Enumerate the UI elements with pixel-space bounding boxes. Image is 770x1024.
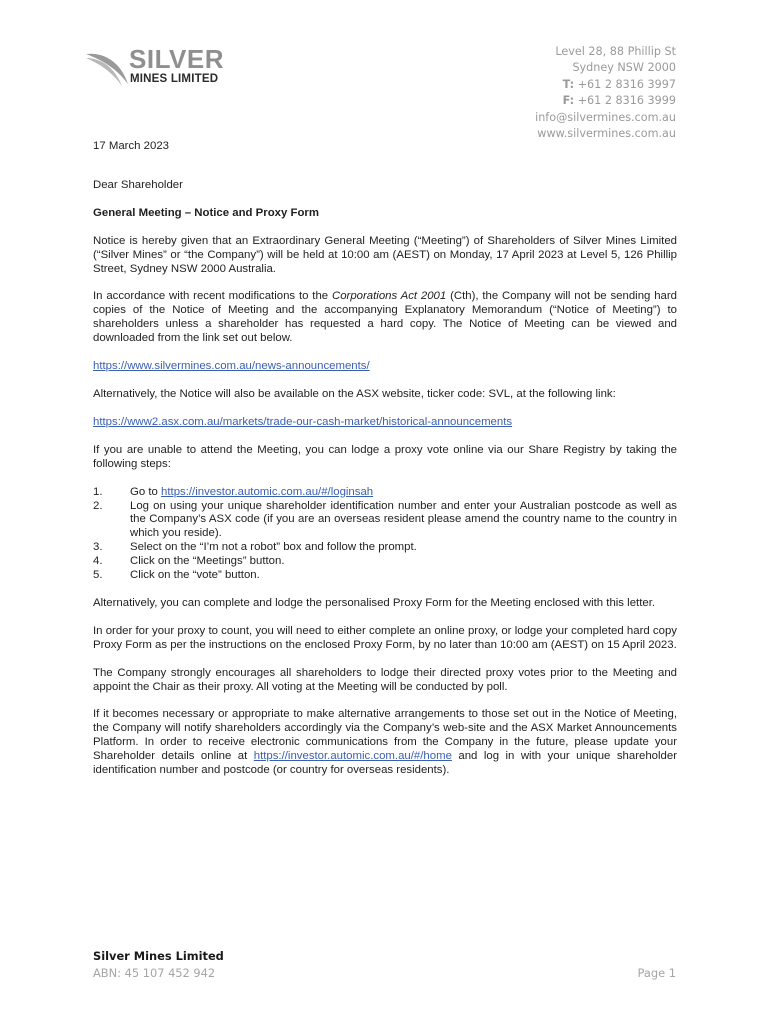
automic-home-link[interactable]: https://investor.automic.com.au/#/home — [253, 750, 452, 763]
footer-abn: ABN: 45 107 452 942 — [93, 966, 216, 980]
phone-label: T: — [562, 77, 575, 91]
step-number: 5. — [93, 569, 103, 582]
list-item — [93, 555, 677, 569]
step-text: Go to — [130, 485, 162, 498]
fax-number: +61 2 8316 3999 — [577, 94, 676, 108]
paragraph-text: (Cth), the Company will not be sending hard copies of the Notice of Meeting and the accompanying Explanatory Memorandum (“Notice of Meeting”) to shareholders unless a shareholder has requested a hard copy. The Notice of Meeting can be viewed and downloaded from the link set out below. — [93, 290, 678, 345]
step-number: 4. — [93, 555, 103, 568]
letter-date: 17 March 2023 — [93, 140, 169, 152]
website-address: www.silvermines.com.au — [537, 127, 676, 141]
phone-line — [535, 77, 676, 93]
list-item — [93, 486, 677, 500]
salutation: Dear Shareholder — [93, 178, 183, 191]
paragraph-text: If it becomes necessary or appropriate to make alternative arrangements to those set out in the Notice of Meeting, the Company will notify shareholders accordingly via the Company’s web-site and the ASX Market Announcements Platform. In order to receive electronic communications from the Company in the future, please update your Shareholder details online at — [93, 708, 677, 763]
footer-company-name: Silver Mines Limited — [93, 949, 224, 963]
paragraph-proxy-online: If you are unable to attend the Meeting, you can lodge a proxy vote online via our Share Registry by taking the following steps: — [93, 443, 677, 470]
paragraph-corporations-act — [93, 290, 677, 346]
paragraph-asx: Alternatively, the Notice will also be available on the ASX website, ticker code: SVL, at the following link: — [93, 387, 616, 400]
email-address: info@silvermines.com.au — [535, 110, 676, 124]
paragraph-text: In accordance with recent modifications to the — [93, 290, 332, 303]
list-item — [93, 541, 677, 555]
phone-number: +61 2 8316 3997 — [577, 77, 676, 91]
link-paragraph — [93, 416, 677, 430]
paragraph-text: and log in with your unique shareholder identification number and postcode (or country for overseas residents). — [93, 750, 677, 777]
step-text: Select on the “I’m not a robot” box and follow the prompt. — [130, 541, 417, 554]
paragraph-proxy-form: Alternatively, you can complete and lodge the personalised Proxy Form for the Meeting enclosed with this letter. — [93, 596, 656, 609]
letter-body — [93, 140, 677, 792]
step-text: Log on using your unique shareholder identification number and enter your Australian postcode as well as the Company’s ASX code (if you are an overseas resident please amend the country name to the country in which you reside). — [130, 499, 677, 540]
letter-heading: General Meeting – Notice and Proxy Form — [93, 206, 319, 219]
fax-label: F: — [562, 94, 575, 108]
step-number: 2. — [93, 499, 103, 512]
page-number: Page 1 — [637, 966, 676, 980]
silvermines-announcements-link[interactable]: https://www.silvermines.com.au/news-announcements/ — [93, 360, 370, 373]
address-line-1: Level 28, 88 Phillip St — [555, 45, 676, 58]
step-number: 1. — [93, 485, 103, 498]
logo-swoosh-icon — [84, 50, 132, 90]
step-text: Click on the “Meetings” button. — [130, 555, 285, 568]
link-paragraph — [93, 360, 677, 374]
fax-line — [535, 93, 676, 109]
paragraph-deadline: In order for your proxy to count, you will need to either complete an online proxy, or lodge your completed hard copy Proxy Form as per the instructions on the enclosed Proxy Form, by no later than 10:00 am (AEST) on 15 April 2023. — [93, 624, 677, 651]
address-line-2: Sydney NSW 2000 — [572, 61, 676, 75]
automic-login-link[interactable]: https://investor.automic.com.au/#/loginsah — [161, 485, 374, 498]
paragraph-alternative-arrangements — [93, 708, 677, 778]
letterhead-contact — [535, 44, 676, 142]
list-item — [93, 500, 677, 542]
logo-wordmark: SILVER — [129, 44, 224, 74]
list-item — [93, 569, 677, 583]
step-number: 3. — [93, 541, 103, 554]
act-name: Corporations Act 2001 — [331, 290, 447, 303]
logo-subtitle: MINES LIMITED — [130, 73, 219, 85]
proxy-steps-list — [93, 486, 677, 583]
step-text: Click on the “vote” button. — [130, 569, 260, 582]
asx-announcements-link[interactable]: https://www2.asx.com.au/markets/trade-our-cash-market/historical-announcements — [93, 415, 513, 428]
company-logo — [84, 44, 244, 92]
paragraph-encourage: The Company strongly encourages all shareholders to lodge their directed proxy votes prior to the Meeting and appoint the Chair as their proxy. All voting at the Meeting will be conducted by poll. — [93, 666, 677, 693]
paragraph-notice: Notice is hereby given that an Extraordinary General Meeting (“Meeting”) of Shareholders of Silver Mines Limited (“Silver Mines” or “the Company”) will be held at 10:00 am (AEST) on Monday, 17 April 2023 at Level 5, 126 Phillip Street, Sydney NSW 2000 Australia. — [93, 234, 677, 275]
